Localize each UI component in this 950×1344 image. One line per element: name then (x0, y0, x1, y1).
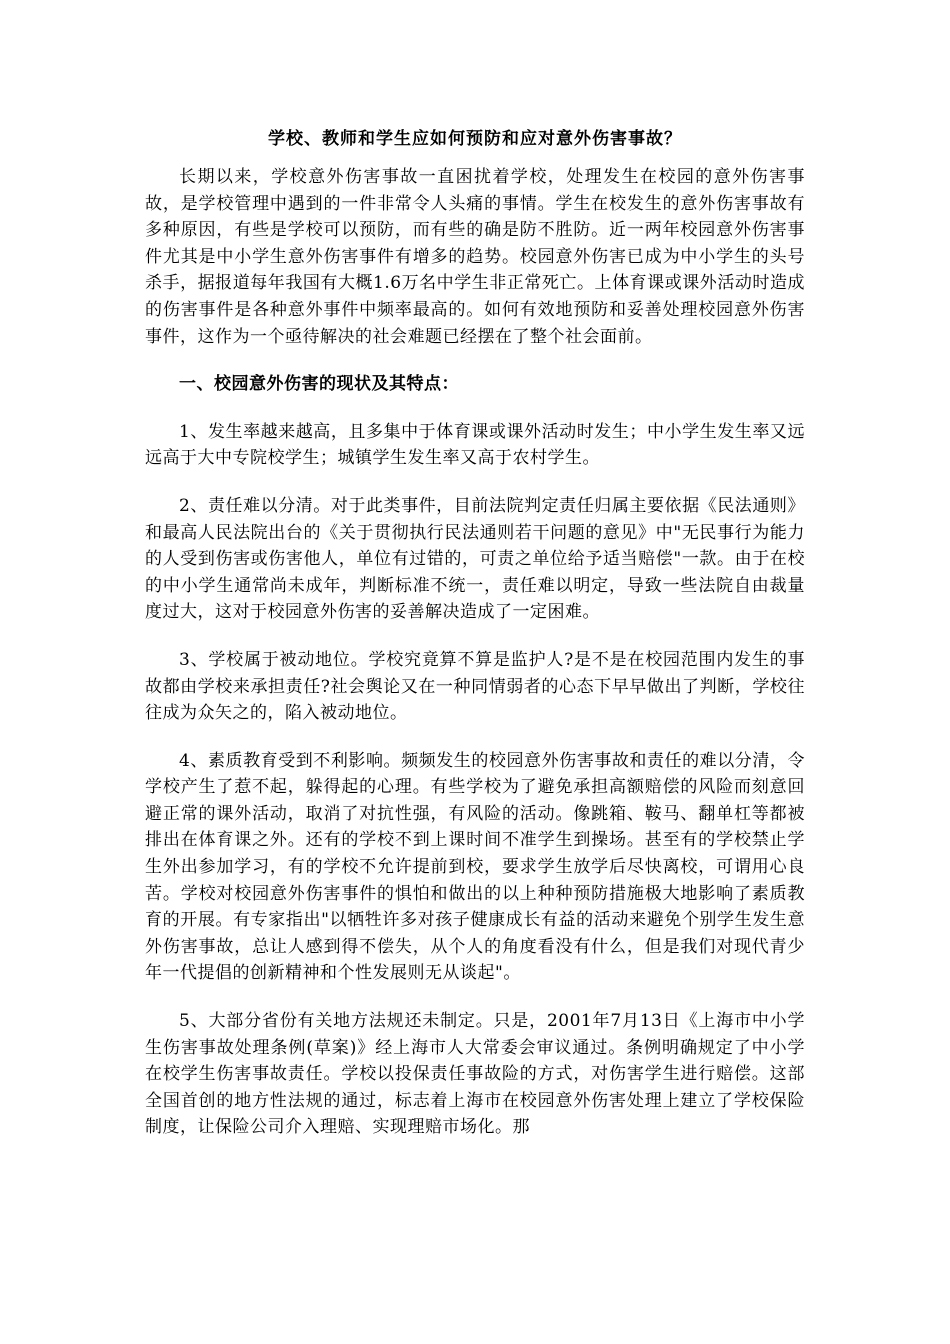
list-item: 4、素质教育受到不利影响。频频发生的校园意外伤害事故和责任的难以分清，令学校产生了惹不起，躲得起的心理。有些学校为了避免承担高额赔偿的风险而刻意回避正常的课外活动，取消了对抗性强，有风险的活动。像跳箱、鞍马、翻单杠等都被排出在体育课之外。还有的学校不到上课时间不准学生到操场。甚至有的学校禁止学生外出参加学习，有的学校不允许提前到校，要求学生放学后尽快离校，可谓用心良苦。学校对校园意外伤害事件的惧怕和做出的以上种种预防措施极大地影响了素质教育的开展。有专家指出"以牺牲许多对孩子健康成长有益的活动来避免个别学生发生意外伤害事故，总让人感到得不偿失，从个人的角度看没有什么，但是我们对现代青少年一代提倡的创新精神和个性发展则无从谈起"。 (145, 750, 805, 984)
list-item: 3、学校属于被动地位。学校究竟算不算是监护人?是不是在校园范围内发生的事故都由学校来承担责任?社会舆论又在一种同情弱者的心态下早早做出了判断，学校往往成为众矢之的，陷入被动地位。 (145, 649, 805, 724)
document-title: 学校、教师和学生应如何预防和应对意外伤害事故？ (268, 129, 682, 149)
section-heading: 一、校园意外伤害的现状及其特点： (179, 374, 459, 395)
list-item: 5、大部分省份有关地方法规还未制定。只是，2001年7月13日《上海市中小学生伤害事故处理条例(草案)》经上海市人大常委会审议通过。条例明确规定了中小学在校学生伤害事故责任。学校以投保责任事故险的方式，对伤害学生进行赔偿。这部全国首创的地方性法规的通过，标志着上海市在校园意外伤害处理上建立了学校保险制度，让保险公司介入理赔、实现理赔市场化。那 (145, 1011, 805, 1138)
list-item: 2、责任难以分清。对于此类事件，目前法院判定责任归属主要依据《民法通则》和最高人民法院出台的《关于贯彻执行民法通则若干问题的意见》中"无民事行为能力的人受到伤害或伤害他人，单位有过错的，可责之单位给予适当赔偿"一款。由于在校的中小学生通常尚未成年，判断标准不统一，责任难以明定，导致一些法院自由裁量度过大，这对于校园意外伤害的妥善解决造成了一定困难。 (145, 495, 805, 623)
document-page (145, 126, 805, 1162)
list-item: 1、发生率越来越高，且多集中于体育课或课外活动时发生；中小学生发生率又远远高于大中专院校学生；城镇学生发生率又高于农村学生。 (145, 421, 805, 469)
intro-paragraph: 长期以来，学校意外伤害事故一直困扰着学校，处理发生在校园的意外伤害事故，是学校管理中遇到的一件非常令人头痛的事情。学生在校发生的意外伤害事故有多种原因，有些是学校可以预防，而有些的确是防不胜防。近一两年校园意外伤害事件尤其是中小学生意外伤害事件有增多的趋势。校园意外伤害已成为中小学生的头号杀手，据报道每年我国有大概1.6万名中学生非正常死亡。上体育课或课外活动时造成的伤害事件是各种意外事件中频率最高的。如何有效地预防和妥善处理校园意外伤害事件，这作为一个亟待解决的社会难题已经摆在了整个社会面前。 (145, 167, 805, 347)
